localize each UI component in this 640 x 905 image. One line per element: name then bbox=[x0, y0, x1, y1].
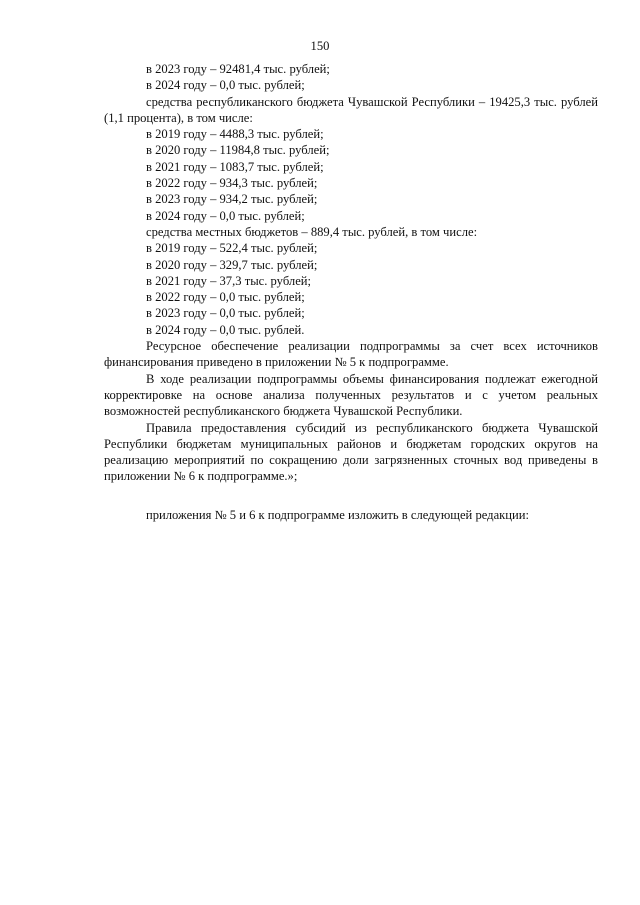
subsidy-rules-paragraph: Правила предоставления субсидий из республиканского бюджета Чувашской Республики бюджетам муниципальных районов и бюджетам городских округов на реализацию мероприятий по сокращению доли загрязненных сточных вод приведены в приложении № 6 к подпрограмме.»; bbox=[104, 420, 598, 484]
funding-line: в 2019 году – 522,4 тыс. рублей; bbox=[146, 241, 318, 256]
resource-paragraph: Ресурсное обеспечение реализации подпрограммы за счет всех источников финансирования приведено в приложении № 5 к подпрограмме. bbox=[104, 339, 598, 370]
funding-line: в 2023 году – 0,0 тыс. рублей; bbox=[146, 306, 305, 321]
adjustment-paragraph: В ходе реализации подпрограммы объемы финансирования подлежат ежегодной корректировке на основе анализа полученных результатов и с учетом реальных возможностей республиканского бюджета Чувашской Республики. bbox=[104, 371, 598, 419]
funding-line: в 2022 году – 934,3 тыс. рублей; bbox=[146, 176, 318, 191]
republic-budget-paragraph: средства республиканского бюджета Чувашской Республики – 19425,3 тыс. рублей (1,1 процента), в том числе: bbox=[104, 94, 598, 125]
funding-line: в 2019 году – 4488,3 тыс. рублей; bbox=[146, 127, 324, 142]
funding-line: в 2020 году – 329,7 тыс. рублей; bbox=[146, 257, 318, 272]
funding-line: в 2024 году – 0,0 тыс. рублей. bbox=[146, 322, 305, 337]
local-budgets-line: средства местных бюджетов – 889,4 тыс. рублей, в том числе: bbox=[146, 224, 478, 239]
funding-line: в 2020 году – 11984,8 тыс. рублей; bbox=[146, 143, 330, 158]
page-number: 150 bbox=[310, 39, 330, 53]
funding-line: в 2024 году – 0,0 тыс. рублей; bbox=[146, 208, 305, 223]
funding-line: в 2021 году – 1083,7 тыс. рублей; bbox=[146, 159, 324, 174]
final-instruction: приложения № 5 и 6 к подпрограмме изложить в следующей редакции: bbox=[146, 507, 529, 522]
funding-line: в 2023 году – 934,2 тыс. рублей; bbox=[146, 192, 318, 207]
paragraph-gap bbox=[104, 485, 598, 507]
funding-line: в 2022 году – 0,0 тыс. рублей; bbox=[146, 290, 305, 305]
document-body bbox=[104, 61, 598, 523]
funding-line: в 2023 году – 92481,4 тыс. рублей; bbox=[146, 62, 330, 76]
funding-line: в 2021 году – 37,3 тыс. рублей; bbox=[146, 273, 312, 288]
funding-line: в 2024 году – 0,0 тыс. рублей; bbox=[146, 78, 305, 93]
